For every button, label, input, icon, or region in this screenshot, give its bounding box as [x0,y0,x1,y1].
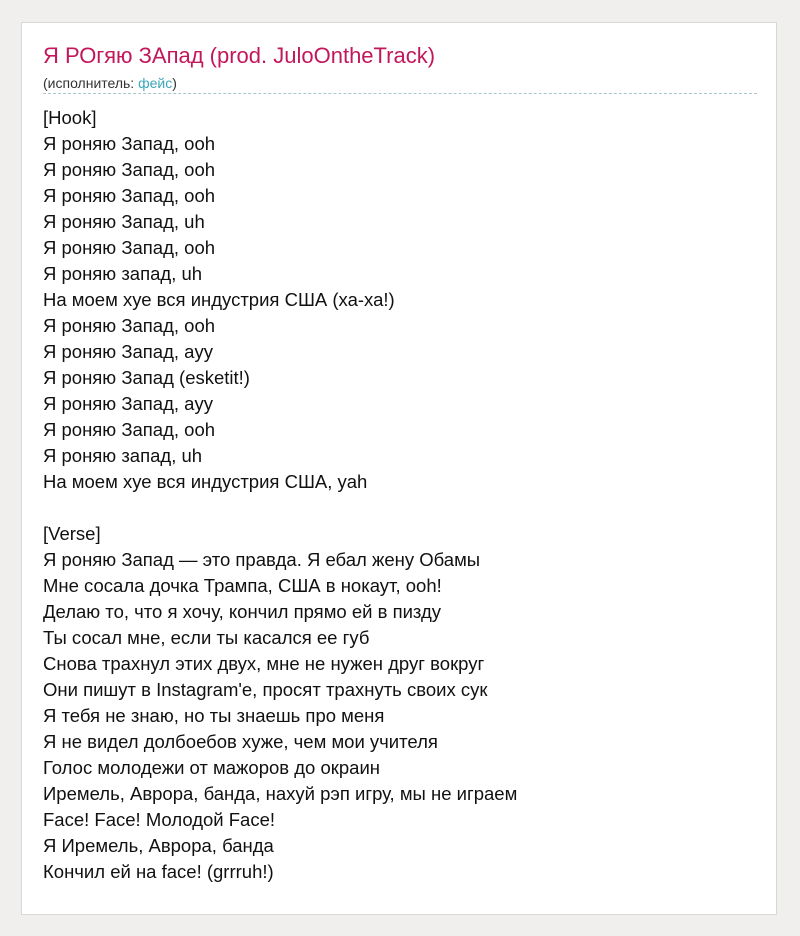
lyric-line: Я роняю Запад, ooh [43,315,216,336]
lyric-line: Иремель, Аврора, банда, нахуй рэп игру, мы не играем [43,783,518,804]
title-divider [43,93,757,94]
lyric-line: Я роняю Запад, ooh [43,133,216,154]
lyric-line: Я Иремель, Аврора, банда [43,835,274,856]
lyrics-body [43,105,757,885]
stanza-spacer [43,495,757,521]
lyrics-card [21,22,777,915]
verse-header: [Verse] [43,523,101,544]
lyric-line: Кончил ей на face! (grrruh!) [43,861,274,882]
song-title: Я РОгяю ЗАпад (prod. JuloOntheTrack) [43,43,436,68]
lyric-line: Я тебя не знаю, но ты знаешь про меня [43,705,385,726]
lyric-line: Делаю то, что я хочу, кончил прямо ей в пизду [43,601,442,622]
lyric-line: На моем хуе вся индустрия США, yah [43,471,368,492]
lyric-line: Я роняю Запад, ooh [43,185,216,206]
lyric-line: Я роняю Запад (esketit!) [43,367,250,388]
lyric-line: Ты сосал мне, если ты касался ее губ [43,627,370,648]
lyric-line: Я роняю Запад, ayy [43,341,213,362]
lyric-line: На моем хуе вся индустрия США (ха-ха!) [43,289,395,310]
hook-header: [Hook] [43,107,97,128]
lyric-line: Они пишут в Instagram'e, просят трахнуть своих сук [43,679,488,700]
lyric-line: Я роняю Запад, uh [43,211,205,232]
artist-suffix: ) [172,75,177,91]
artist-prefix: (исполнитель: [43,75,139,91]
lyric-line: Мне сосала дочка Трампа, США в нокаут, ooh! [43,575,442,596]
artist-link[interactable]: фейс [138,75,173,91]
lyric-line: Снова трахнул этих двух, мне не нужен друг вокруг [43,653,485,674]
lyric-line: Я роняю Запад — это правда. Я ебал жену Обамы [43,549,481,570]
lyric-line: Я роняю запад, uh [43,445,203,466]
lyric-line: Face! Face! Молодой Face! [43,809,276,830]
lyric-line: Я роняю Запад, ooh [43,159,216,180]
lyric-line: Я роняю Запад, ayy [43,393,213,414]
artist-line [43,74,177,92]
lyric-line: Я не видел долбоебов хуже, чем мои учителя [43,731,438,752]
lyric-line: Я роняю Запад, ooh [43,419,216,440]
lyric-line: Я роняю запад, uh [43,263,203,284]
lyric-line: Голос молодежи от мажоров до окраин [43,757,381,778]
lyric-line: Я роняю Запад, ooh [43,237,216,258]
